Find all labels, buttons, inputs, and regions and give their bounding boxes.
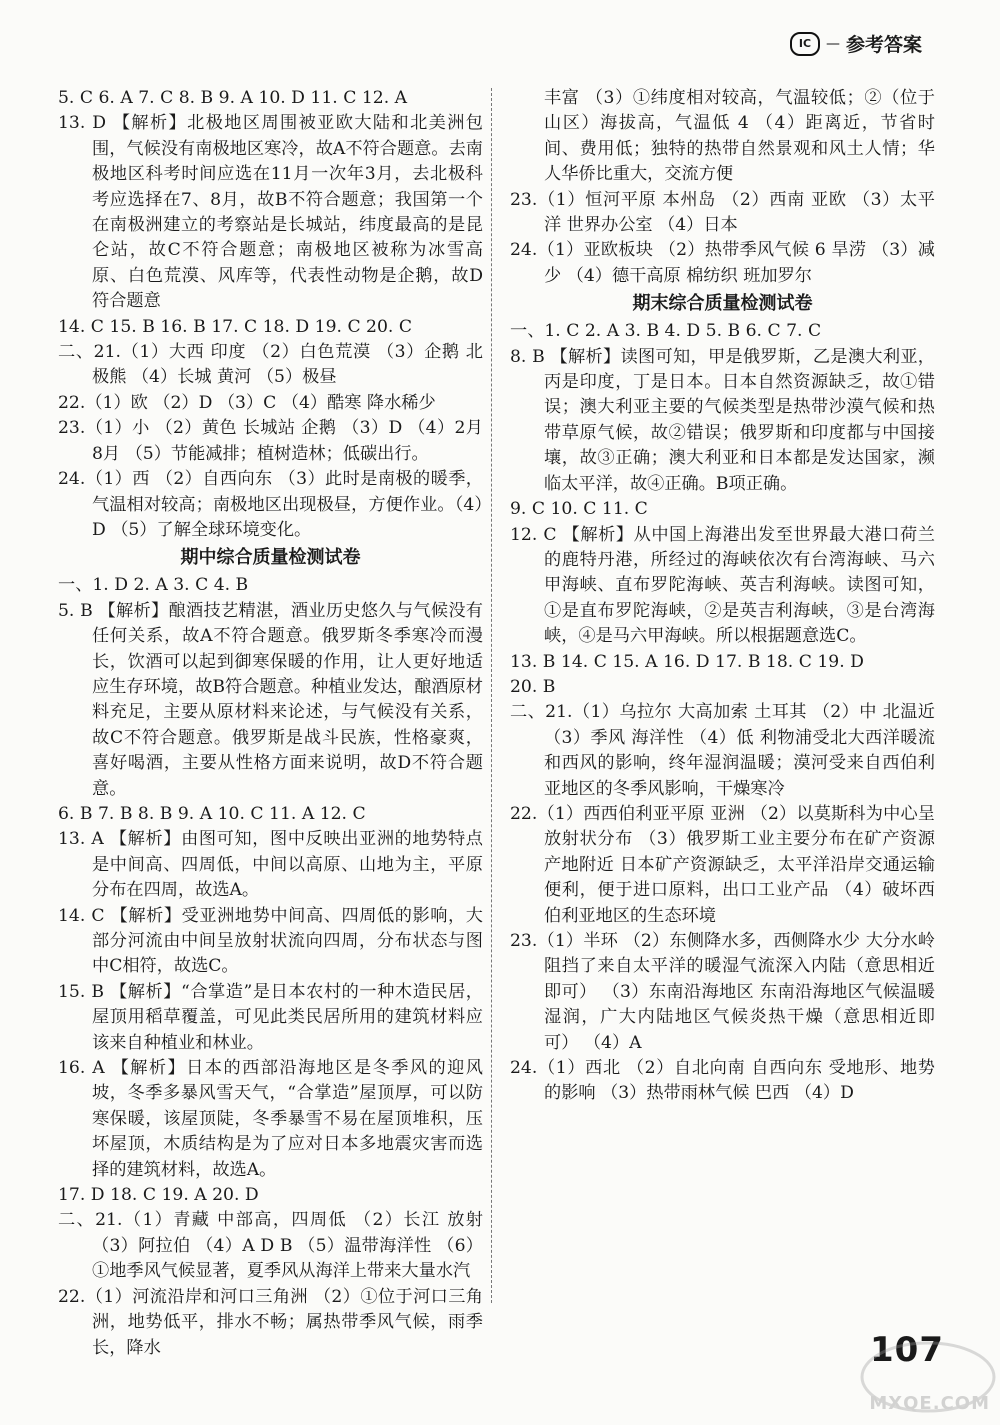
header-dash: — <box>825 35 840 52</box>
right-answer-line: 9. C 10. C 11. C <box>510 499 648 520</box>
left-answer-line: 23.（1）小 （2）黄色 长城站 企鹅 （3）D （4）2月 8月 （5）节能减排；植树造林；低碳出行。 <box>58 418 483 464</box>
right-answer-line: 丰富 （3）①纬度相对较高，气温较低；②（位于山区）海拔高，气温低 4 （4）距离近，节省时间、费用低；独特的热带自然景观和风土人情；华人华侨比重大，交流方便 <box>544 88 935 185</box>
watermark-text: MXQE.COM <box>869 1393 990 1414</box>
left-answer-line: 16. A 【解析】日本的西部沿海地区是冬季风的迎风坡，冬季多暴风雪天气，“合掌造”屋顶厚，可以防寒保暖，该屋顶陡，冬季暴雪不易在屋顶堆积，压坏屋顶，木质结构是为了应对日本多地震灾害而选择的建筑材料，故选A。 <box>58 1058 483 1180</box>
left-answer-line: 5. C 6. A 7. C 8. B 9. A 10. D 11. C 12. A <box>58 88 408 108</box>
left-answer-line: 一、1. D 2. A 3. C 4. B <box>58 575 249 596</box>
page-header <box>790 30 922 57</box>
left-answer-line: 13. D 【解析】北极地区周围被亚欧大陆和北美洲包围，气候没有南极地区寒冷，故A不符合题意。去南极地区科考时间应选在11月一次年3月，去北极科考应选择在7、8月，故B不符合题意；我国第一个在南极洲建立的考察站是长城站，纬度最高的是昆仑站，故C不符合题意；南极地区被称为冰雪高原、白色荒漠、风库等，代表性动物是企鹅，故D符合题意 <box>58 113 483 312</box>
right-answer-line: 23.（1）恒河平原 本州岛 （2）西南 亚欧 （3）太平洋 世界办公室 （4）日本 <box>510 189 935 236</box>
left-answer-line: 6. B 7. B 8. B 9. A 10. C 11. A 12. C <box>58 803 366 824</box>
left-answer-line: 22.（1）欧 （2）D （3）C （4）酷寒 降水稀少 <box>58 392 436 413</box>
column-divider <box>491 88 492 1303</box>
watermark <box>858 1335 998 1420</box>
left-answer-line: 24.（1）西 （2）自西向东 （3）此时是南极的暖季，气温相对较高；南极地区出现极昼，方便作业。（4）D （5）了解全球环境变化。 <box>58 469 483 540</box>
right-answer-line: 24.（1）亚欧板块 （2）热带季风气候 6 旱涝 （3）减少 （4）德干高原 棉纺织 班加罗尔 <box>510 240 935 286</box>
right-answer-line: 二、21.（1）乌拉尔 大高加索 土耳其 （2）中 北温近 （3）季风 海洋性 （4）低 利物浦受北大西洋暖流和西风的影响，终年湿润温暖；漠河受来自西伯利亚地区的冬季风影响，干燥寒冷 <box>510 702 935 799</box>
right-answer-line: 20. B <box>510 676 556 697</box>
left-answer-line: 14. C 15. B 16. B 17. C 18. D 19. C 20. C <box>58 316 413 337</box>
left-answer-line: 14. C 【解析】受亚洲地势中间高、四周低的影响，大部分河流由中间呈放射状流向四周，分布状态与图中C相符，故选C。 <box>58 905 483 977</box>
left-answer-line: 二、21.（1）大西 印度 （2）白色荒漠 （3）企鹅 北极熊 （4）长城 黄河 （5）极昼 <box>58 342 483 388</box>
right-answer-line: 8. B 【解析】读图可知，甲是俄罗斯，乙是澳大利亚，丙是印度，丁是日本。日本自然资源缺乏，故①错误；澳大利亚主要的气候类型是热带沙漠气候和热带草原气候，故②错误；俄罗斯和印度都与中国接壤，故③正确；澳大利亚和日本都是发达国家，濒临太平洋，故④正确。B项正确。 <box>510 346 935 494</box>
publisher-logo: IC <box>790 32 820 56</box>
right-answer-line: 23.（1）半环 （2）东侧降水多，西侧降水少 大分水岭阻挡了来自太平洋的暖湿气流深入内陆（意思相近即可） （3）东南沿海地区 东南沿海地区气候温暖湿润，广大内陆地区气候炎热干燥（意思相近即可） （4）A <box>510 931 935 1053</box>
right-answer-line: 12. C 【解析】从中国上海港出发至世界最大港口荷兰的鹿特丹港，所经过的海峡依次有台湾海峡、马六甲海峡、直布罗陀海峡、英吉利海峡。读图可知，①是直布罗陀海峡，②是英吉利海峡，③是台湾海峡，④是马六甲海峡。所以根据题意选C。 <box>510 524 935 647</box>
right-answer-line: 13. B 14. C 15. A 16. D 17. B 18. C 19. D <box>510 651 864 672</box>
left-answer-line: 5. B 【解析】酿酒技艺精湛，酒业历史悠久与气候没有任何关系，故A不符合题意。俄罗斯冬季寒冷而漫长，饮酒可以起到御寒保暖的作用，让人更好地适应生存环境，故B符合题意。种植业发达，酿酒原材料充足，主要从原材料来论述，与气候没有关系，故C不符合题意。俄罗斯是战斗民族，性格豪爽，喜好喝酒，主要从性格方面来说明，故D不符合题意。 <box>58 600 483 799</box>
right-answer-line: 24.（1）西北 （2）自北向南 自西向东 受地形、地势的影响 （3）热带雨林气候 巴西 （4）D <box>510 1058 935 1104</box>
left-answer-line: 13. A 【解析】由图可知，图中反映出亚洲的地势特点是中间高、四周低，中间以高原、山地为主，平原分布在四周，故选A。 <box>58 829 483 901</box>
page-number: 107 <box>870 1330 944 1370</box>
right-column <box>510 86 935 1107</box>
left-column <box>58 86 483 1361</box>
right-section-title: 期末综合质量检测试卷 <box>632 293 813 315</box>
right-answer-line: 一、1. C 2. A 3. B 4. D 5. B 6. C 7. C <box>510 321 822 342</box>
left-section-title: 期中综合质量检测试卷 <box>180 547 361 569</box>
right-answer-line: 22.（1）西西伯利亚平原 亚洲 （2）以莫斯科为中心呈放射状分布 （3）俄罗斯工业主要分布在矿产资源产地附近 日本矿产资源缺乏，太平洋沿岸交通运输便利，便于进口原料，出口工业产品 （4）破坏西伯利亚地区的生态环境 <box>510 803 935 926</box>
left-answer-line: 22.（1）河流沿岸和河口三角洲 （2）①位于河口三角洲，地势低平，排水不畅；属热带季风气候，雨季长，降水 <box>58 1286 483 1358</box>
header-title: 参考答案 <box>845 34 922 56</box>
left-answer-line: 17. D 18. C 19. A 20. D <box>58 1185 259 1206</box>
left-answer-line: 二、21.（1）青藏 中部高，四周低 （2）长江 放射 （3）阿拉伯 （4）A D B （5）温带海洋性 （6）①地季风气候显著，夏季风从海洋上带来大量水汽 <box>58 1210 483 1282</box>
left-answer-line: 15. B 【解析】“合掌造”是日本农村的一种木造民居，屋顶用稻草覆盖，可见此类民居所用的建筑材料应该来自种植业和林业。 <box>58 981 483 1053</box>
